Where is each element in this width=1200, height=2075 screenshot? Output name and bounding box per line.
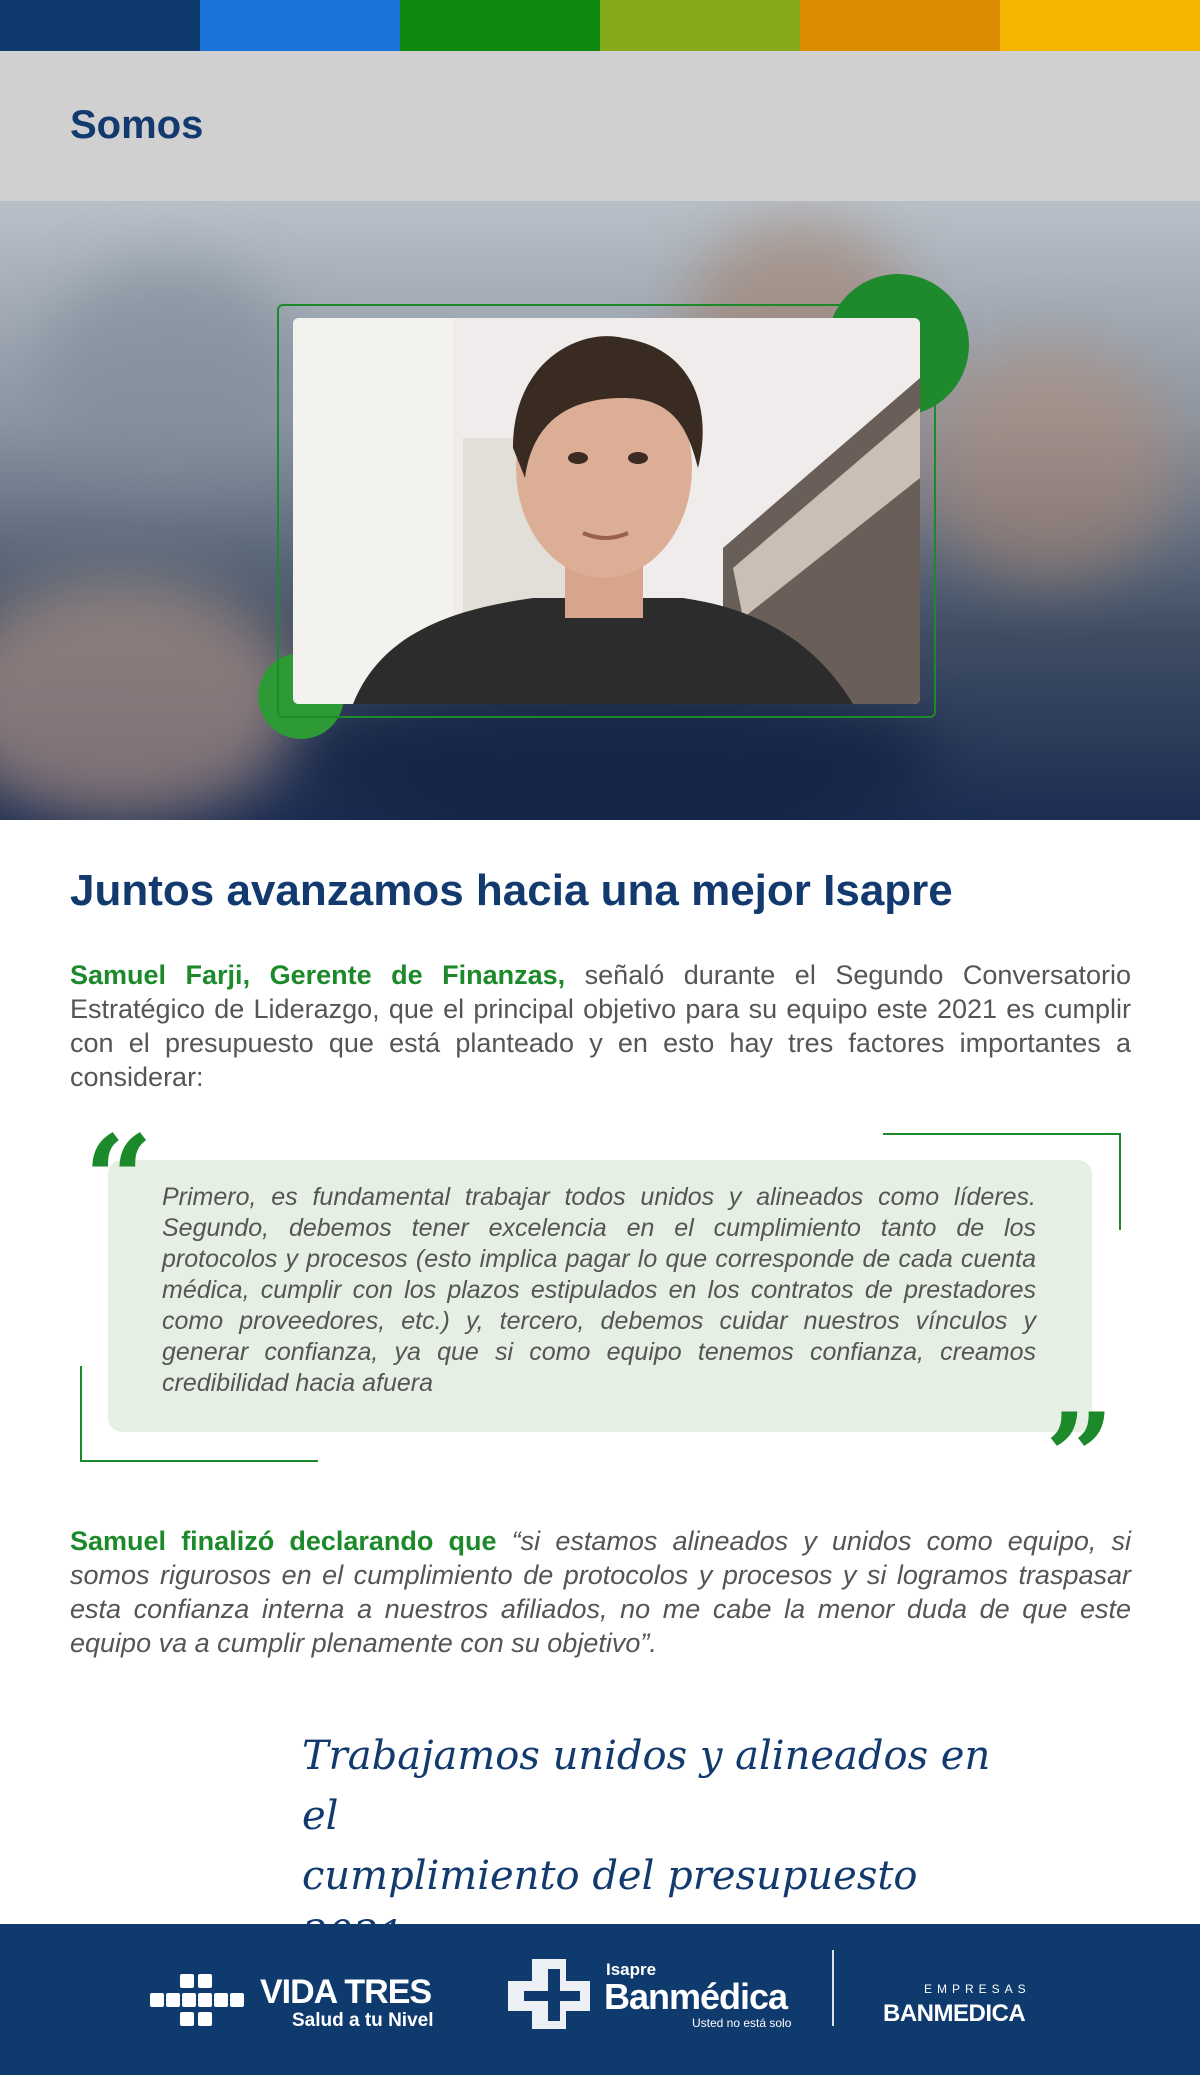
vidatres-logo-slogan: Salud a tu Nivel: [292, 2010, 434, 2031]
intro-speaker-highlight: Samuel Farji, Gerente de Finanzas,: [70, 960, 566, 990]
banmedica-logo-slogan: Usted no está solo: [692, 2016, 792, 2030]
closing-paragraph: [70, 1524, 1131, 1660]
quote-frame-line: [80, 1366, 82, 1462]
closing-quote-text: “si estamos alineados y unidos como equipo, si somos rigurosos en el cumplimiento de protocolos y procesos y si logramos traspasar esta confianza interna a nuestros afiliados, no me cabe la menor duda de que este equipo va a cumplir plenamente con su objetivo”.: [70, 1526, 1131, 1658]
intro-text: señaló durante el Segundo Conversatorio Estratégico de Liderazgo, que el principal objetivo para su equipo este 2021 es cumplir con el presupuesto que está planteado y en esto hay tres factores importantes a considerar:: [70, 960, 1131, 1092]
brand-color-stripe: [0, 0, 1200, 51]
speaker-photo: [293, 318, 920, 704]
quote-text: Primero, es fundamental trabajar todos unidos y alineados como líderes. Segundo, debemos tener excelencia en el cumplimiento tanto de los protocolos y procesos (esto implica pagar lo que corresponde de cada cuenta médica, cumplir con los plazos estipulados en los contratos de prestadores como proveedores, etc.) y, tercero, debemos cuidar nuestros vínculos y generar confianza, ya que si como equipo tenemos confianza, creamos credibilidad hacia afuera: [162, 1183, 1036, 1397]
open-quote-icon: “: [84, 1109, 154, 1250]
empresas-banmedica-logo: BANMEDICA: [883, 2000, 1026, 2027]
banmedica-logo-name: Banmédica: [604, 1976, 788, 2017]
stripe-segment: [1000, 0, 1200, 51]
stripe-segment: [600, 0, 800, 51]
stripe-segment: [0, 0, 200, 51]
speaker-portrait-illustration: [293, 318, 920, 704]
article-title: Juntos avanzamos hacia una mejor Isapre: [70, 866, 953, 915]
stripe-segment: [200, 0, 400, 51]
footer-divider: [832, 1950, 834, 2026]
close-quote-icon: ”: [1045, 1387, 1115, 1528]
stripe-segment: [400, 0, 600, 51]
intro-paragraph: [70, 958, 1131, 1094]
closing-highlight: Samuel finalizó declarando que: [70, 1526, 497, 1556]
banmedica-isapre-label: Isapre: [606, 1960, 657, 1979]
background-blur-shape: [0, 581, 300, 820]
quote-frame-line: [1119, 1133, 1121, 1230]
slogan-line: Trabajamos unidos y alineados en el: [302, 1733, 991, 1839]
stripe-segment: [800, 0, 1000, 51]
empresas-label: EMPRESAS: [924, 1982, 1031, 1996]
banmedica-logo-icon: [504, 1955, 594, 2033]
slogan-line: cumplimiento del presupuesto: [302, 1853, 918, 1899]
background-blur-shape: [40, 261, 300, 481]
quote-frame-line: [80, 1460, 318, 1462]
section-title: Somos: [70, 103, 204, 147]
quote-frame-line: [883, 1133, 1121, 1135]
vidatres-logo-icon: [150, 1974, 246, 2030]
vidatres-logo-name: VIDA TRES: [260, 1973, 432, 2011]
section-header: [0, 51, 1200, 201]
